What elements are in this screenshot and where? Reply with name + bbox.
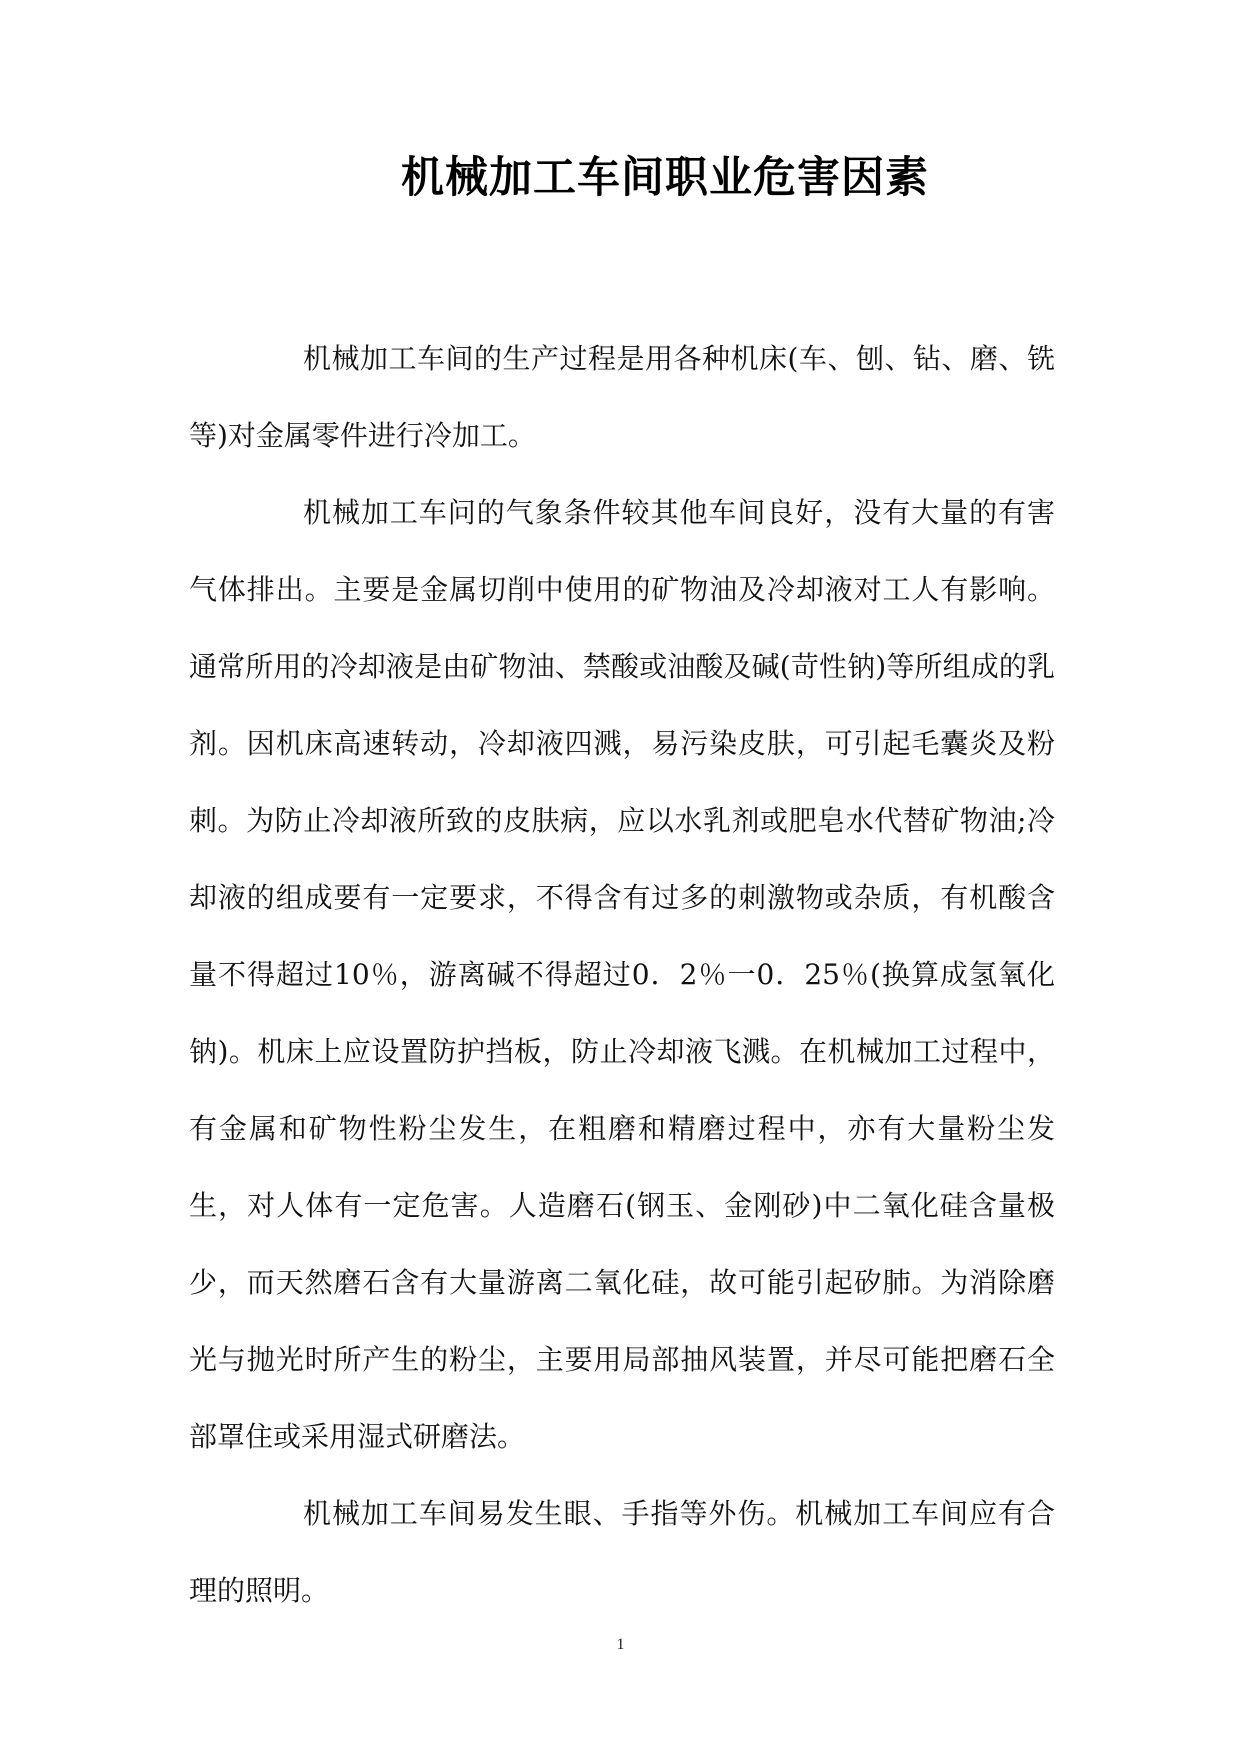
- page-number: 1: [616, 1636, 625, 1653]
- paragraph-3: 机械加工车间易发生眼、手指等外伤。机械加工车间应有合理的照明。: [189, 1497, 1055, 1607]
- paragraph-1: 机械加工车间的生产过程是用各种机床(车、刨、钻、磨、铣等)对金属零件进行冷加工。: [189, 342, 1055, 452]
- document-title: 机械加工车间职业危害因素: [401, 153, 929, 203]
- document-body: [189, 320, 1055, 1629]
- paragraph-2: 机械加工车问的气象条件较其他车间良好，没有大量的有害气体排出。主要是金属切削中使用的矿物油及冷却液对工人有影响。通常所用的冷却液是由矿物油、禁酸或油酸及碱(苛性钠)等所组成的乳剂。因机床高速转动，冷却液四溅，易污染皮肤，可引起毛囊炎及粉刺。为防止冷却液所致的皮肤病，应以水乳剂或肥皂水代替矿物油;冷却液的组成要有一定要求，不得含有过多的刺激物或杂质，有机酸含量不得超过10％，游离碱不得超过0．2％一0．25％(换算成氢氧化钠)。机床上应设置防护挡板，防止冷却液飞溅。在机械加工过程中，有金属和矿物性粉尘发生，在粗磨和精磨过程中，亦有大量粉尘发生，对人体有一定危害。人造磨石(钢玉、金刚砂)中二氧化硅含量极少，而天然磨石含有大量游离二氧化硅，故可能引起矽肺。为消除磨光与抛光时所产生的粉尘，主要用局部抽风装置，并尽可能把磨石全部罩住或采用湿式研磨法。: [189, 496, 1055, 1453]
